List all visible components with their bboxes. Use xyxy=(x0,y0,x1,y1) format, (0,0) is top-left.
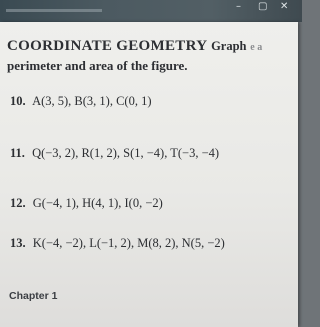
window-title-bar xyxy=(0,0,302,22)
problem-points: G(−4, 1), H(4, 1), I(0, −2) xyxy=(32,196,163,210)
problem-points: A(3, 5), B(3, 1), C(0, 1) xyxy=(32,94,152,108)
chapter-footer: Chapter 1 xyxy=(9,290,58,302)
section-heading xyxy=(7,37,262,57)
problem-number: 12. xyxy=(10,196,26,210)
problem-number: 10. xyxy=(10,94,26,108)
worksheet-page xyxy=(0,22,298,327)
instruction-text: perimeter and area of the figure. xyxy=(7,58,188,73)
problem-11 xyxy=(10,146,219,161)
minimize-icon[interactable]: – xyxy=(236,1,241,12)
heading-cut-off: e a xyxy=(250,42,263,53)
problem-number: 13. xyxy=(10,236,26,250)
problem-points: K(−4, −2), L(−1, 2), M(8, 2), N(5, −2) xyxy=(32,236,225,250)
heading-tail: Graph xyxy=(211,39,247,53)
close-icon[interactable]: ✕ xyxy=(280,1,289,12)
heading-main: COORDINATE GEOMETRY xyxy=(7,38,208,54)
problem-number: 11. xyxy=(10,146,25,160)
problem-13 xyxy=(10,236,225,251)
maximize-icon[interactable]: ▢ xyxy=(258,1,268,12)
problem-points: Q(−3, 2), R(1, 2), S(1, −4), T(−3, −4) xyxy=(32,146,220,160)
problem-10 xyxy=(10,94,152,109)
title-bar-blur-text xyxy=(6,9,102,12)
problem-12 xyxy=(10,196,163,211)
